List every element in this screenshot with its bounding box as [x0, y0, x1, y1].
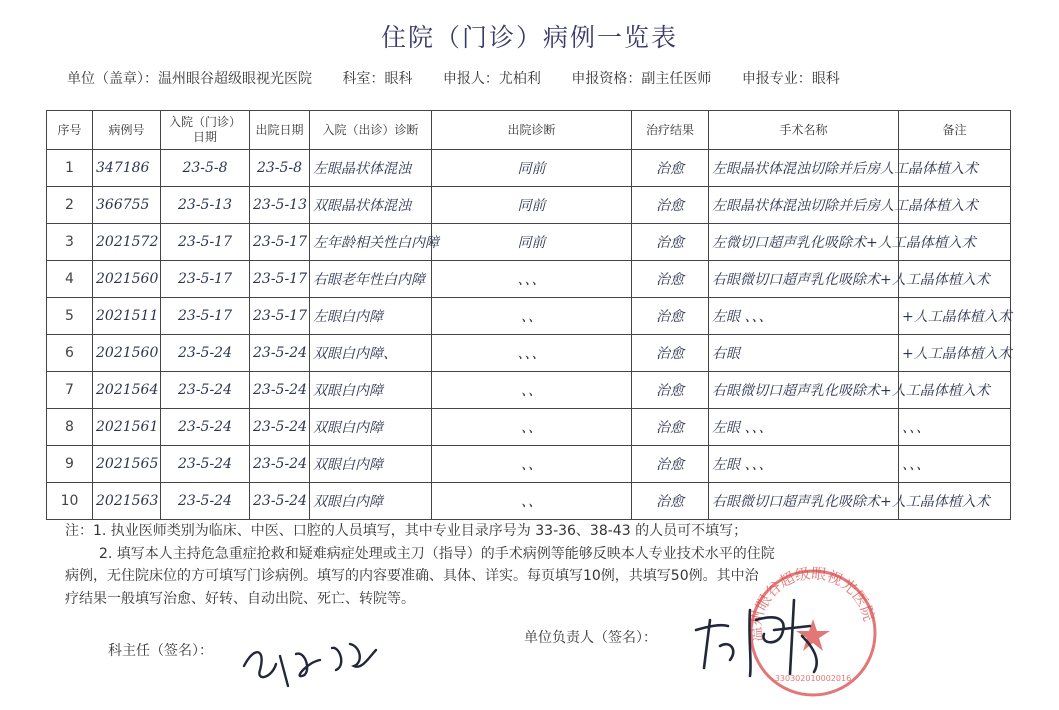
table-header-row [47, 111, 1011, 150]
admit-date: 23-5-24 [161, 409, 250, 446]
surgery-name: 右眼微切口超声乳化吸除术+人工晶体植入术 [709, 372, 899, 409]
dept-value: 眼科 [384, 71, 413, 87]
treatment-result: 治愈 [632, 261, 709, 298]
unit-head-signature-label: 单位负责人（签名）： [524, 630, 657, 646]
case-number: 366755 [93, 187, 161, 224]
remark: 、、、 [899, 446, 1011, 483]
discharge-diagnosis: 、、、 [432, 335, 632, 372]
admit-diagnosis: 双眼白内障 [310, 372, 432, 409]
admit-date: 23-5-17 [161, 261, 250, 298]
row-number: 8 [47, 409, 93, 446]
discharge-date: 23-5-24 [250, 483, 310, 520]
note-line: 病例，无住院床位的方可填写门诊病例。填写的内容要准确、具体、详实。每页填写10例，共填写50例。其中治 [65, 568, 759, 584]
treatment-result: 治愈 [632, 372, 709, 409]
surgery-name: 左眼 、、、 [709, 298, 899, 335]
column-header: 手术名称 [709, 111, 899, 150]
discharge-date: 23-5-8 [250, 150, 310, 187]
column-header: 入院（出诊）诊断 [310, 111, 432, 150]
surgery-name: 左眼晶状体混浊切除并后房人工晶体植入术 [709, 187, 899, 224]
case-number: 2021511 [93, 298, 161, 335]
table-row [47, 187, 1011, 224]
column-header: 备注 [899, 111, 1011, 150]
row-number: 5 [47, 298, 93, 335]
admit-date: 23-5-17 [161, 298, 250, 335]
note-line: 注：1. 执业医师类别为临床、中医、口腔的人员填写，其中专业目录序号为 33-36、38-43 的人员可不填写； [65, 523, 748, 539]
treatment-result: 治愈 [632, 224, 709, 261]
case-table [46, 110, 1011, 520]
discharge-diagnosis: 同前 [432, 224, 632, 261]
admit-date: 23-5-24 [161, 335, 250, 372]
column-header: 入院（门诊）日期 [161, 111, 250, 150]
unit-label: 单位（盖章）： [67, 71, 158, 87]
surgery-name: 左微切口超声乳化吸除术+人工晶体植入术 [709, 224, 899, 261]
director-signature [236, 626, 396, 692]
seal-text: 温州眼谷超级眼视光医院 [746, 564, 879, 643]
applicant-label: 申报人： [442, 71, 499, 87]
admit-diagnosis: 双眼白内障 [310, 446, 432, 483]
note-line: 疗结果一般填写治愈、好转、自动出院、死亡、转院等。 [65, 590, 415, 607]
seal-code: 330302010002016 [774, 674, 852, 683]
surgery-name: 左眼晶状体混浊切除并后房人工晶体植入术 [709, 150, 899, 187]
table-row [47, 409, 1011, 446]
column-header: 治疗结果 [632, 111, 709, 150]
qualification-value: 副主任医师 [641, 71, 712, 87]
case-number: 2021560 [93, 335, 161, 372]
table-row [47, 372, 1011, 409]
column-header: 出院诊断 [432, 111, 632, 150]
discharge-diagnosis: 、、 [432, 298, 632, 335]
surgery-name: 右眼微切口超声乳化吸除术+人工晶体植入术 [709, 261, 899, 298]
unit-value: 温州眼谷超级眼视光医院 [158, 71, 312, 87]
dept-label: 科室： [342, 71, 385, 87]
specialty-value: 眼科 [811, 71, 840, 87]
treatment-result: 治愈 [632, 335, 709, 372]
note-line: 2. 填写本人主持危急重症抢救和疑难病症处理或主刀（指导）的手术病例等能够反映本人专业技术水平的住院 [99, 545, 775, 562]
director-signature-label: 科主任（签名）： [108, 643, 213, 659]
treatment-result: 治愈 [632, 298, 709, 335]
admit-diagnosis: 左眼晶状体混浊 [310, 150, 432, 187]
discharge-date: 23-5-17 [250, 261, 310, 298]
discharge-date: 23-5-24 [250, 446, 310, 483]
treatment-result: 治愈 [632, 483, 709, 520]
surgery-name: 右眼微切口超声乳化吸除术+人工晶体植入术 [709, 483, 899, 520]
applicant-value: 尤柏利 [498, 71, 541, 87]
admit-diagnosis: 左眼白内障 [310, 298, 432, 335]
case-number: 2021572 [93, 224, 161, 261]
row-number: 2 [47, 187, 93, 224]
treatment-result: 治愈 [632, 446, 709, 483]
row-number: 9 [47, 446, 93, 483]
discharge-diagnosis: 同前 [432, 187, 632, 224]
column-header: 出院日期 [250, 111, 310, 150]
page-title: 住院（门诊）病例一览表 [380, 23, 678, 52]
column-header: 病例号 [93, 111, 161, 150]
remark: +人工晶体植入术 [899, 335, 1011, 372]
remark: +人工晶体植入术 [899, 298, 1011, 335]
applicant-info [67, 68, 1019, 88]
row-number: 3 [47, 224, 93, 261]
discharge-date: 23-5-24 [250, 372, 310, 409]
admit-date: 23-5-24 [161, 483, 250, 520]
column-header: 序号 [47, 111, 93, 150]
case-number: 2021560 [93, 261, 161, 298]
case-number: 2021561 [93, 409, 161, 446]
case-number: 2021563 [93, 483, 161, 520]
treatment-result: 治愈 [632, 187, 709, 224]
discharge-diagnosis: 同前 [432, 150, 632, 187]
treatment-result: 治愈 [632, 409, 709, 446]
table-row [47, 150, 1011, 187]
admit-date: 23-5-17 [161, 224, 250, 261]
row-number: 4 [47, 261, 93, 298]
table-row [47, 261, 1011, 298]
table-row [47, 298, 1011, 335]
admit-diagnosis: 左年龄相关性白内障 [310, 224, 432, 261]
discharge-diagnosis: 、、、 [432, 261, 632, 298]
table-row [47, 224, 1011, 261]
discharge-diagnosis: 、、 [432, 446, 632, 483]
case-number: 2021565 [93, 446, 161, 483]
admit-diagnosis: 双眼白内障 [310, 409, 432, 446]
admit-date: 23-5-24 [161, 446, 250, 483]
admit-diagnosis: 双眼晶状体混浊 [310, 187, 432, 224]
surgery-name: 左眼 、、、 [709, 409, 899, 446]
discharge-date: 23-5-24 [250, 409, 310, 446]
discharge-diagnosis: 、、 [432, 483, 632, 520]
admit-date: 23-5-13 [161, 187, 250, 224]
surgery-name: 右眼 [709, 335, 899, 372]
qualification-label: 申报资格： [571, 71, 642, 87]
admit-diagnosis: 双眼白内障 [310, 483, 432, 520]
row-number: 7 [47, 372, 93, 409]
specialty-label: 申报专业： [741, 71, 812, 87]
admit-diagnosis: 双眼白内障、 [310, 335, 432, 372]
case-number: 2021564 [93, 372, 161, 409]
case-number: 347186 [93, 150, 161, 187]
discharge-date: 23-5-24 [250, 335, 310, 372]
surgery-name: 左眼 、、、 [709, 446, 899, 483]
row-number: 10 [47, 483, 93, 520]
discharge-date: 23-5-17 [250, 224, 310, 261]
table-row [47, 446, 1011, 483]
table-row [47, 483, 1011, 520]
discharge-diagnosis: 、、 [432, 372, 632, 409]
row-number: 1 [47, 150, 93, 187]
admit-date: 23-5-24 [161, 372, 250, 409]
discharge-date: 23-5-17 [250, 298, 310, 335]
discharge-date: 23-5-13 [250, 187, 310, 224]
row-number: 6 [47, 335, 93, 372]
treatment-result: 治愈 [632, 150, 709, 187]
admit-diagnosis: 右眼老年性白内障 [310, 261, 432, 298]
table-row [47, 335, 1011, 372]
admit-date: 23-5-8 [161, 150, 250, 187]
remark: 、、、 [899, 409, 1011, 446]
discharge-diagnosis: 、、 [432, 409, 632, 446]
unit-head-signature [690, 590, 870, 680]
